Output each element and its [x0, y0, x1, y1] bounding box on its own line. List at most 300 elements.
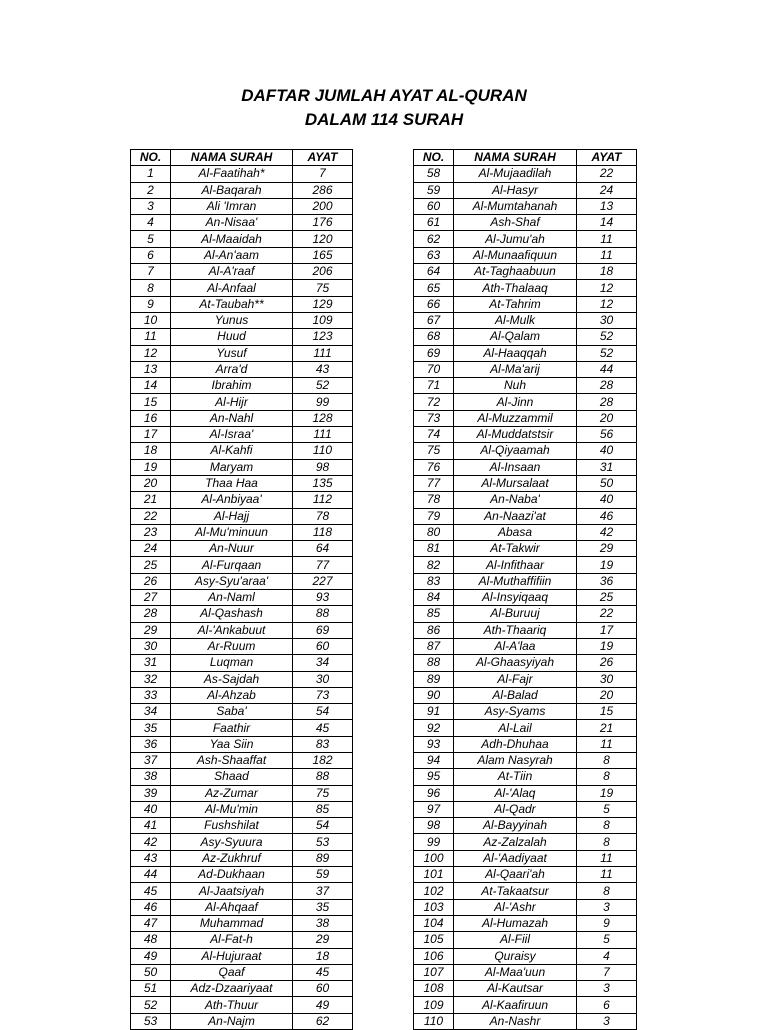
table-row: [131, 247, 353, 263]
table-row: [131, 557, 353, 573]
surah-table-right: [413, 149, 637, 1030]
cell-ayat: 8: [577, 834, 637, 850]
cell-nama-surah: Az-Zalzalah: [454, 834, 577, 850]
cell-no: 101: [414, 867, 454, 883]
table-row: [414, 818, 637, 834]
table-row: [414, 247, 637, 263]
cell-nama-surah: An-Nisaa': [171, 215, 293, 231]
table-row: [414, 785, 637, 801]
table-row: [414, 622, 637, 638]
page-title: DAFTAR JUMLAH AYAT AL-QURAN: [241, 86, 527, 105]
cell-no: 11: [131, 329, 171, 345]
cell-no: 77: [414, 475, 454, 491]
table-row: [414, 231, 637, 247]
table-row: [131, 899, 353, 915]
table-row: [131, 997, 353, 1013]
cell-no: 110: [414, 1013, 454, 1029]
cell-nama-surah: Al-Insyiqaaq: [454, 590, 577, 606]
cell-ayat: 182: [293, 752, 353, 768]
cell-no: 32: [131, 671, 171, 687]
cell-nama-surah: Yusuf: [171, 345, 293, 361]
cell-no: 31: [131, 655, 171, 671]
cell-no: 17: [131, 427, 171, 443]
cell-nama-surah: Al-'Ashr: [454, 899, 577, 915]
cell-nama-surah: Maryam: [171, 459, 293, 475]
cell-ayat: 37: [293, 883, 353, 899]
table-row: [414, 606, 637, 622]
table-row: [414, 1013, 637, 1029]
cell-nama-surah: Al-Jaatsiyah: [171, 883, 293, 899]
cell-nama-surah: Al-Hijr: [171, 394, 293, 410]
cell-no: 50: [131, 964, 171, 980]
header-ayat: AYAT: [293, 150, 353, 166]
table-row: [131, 671, 353, 687]
cell-ayat: 25: [577, 590, 637, 606]
table-row: [414, 573, 637, 589]
cell-ayat: 135: [293, 475, 353, 491]
cell-nama-surah: Al-Insaan: [454, 459, 577, 475]
table-row: [131, 492, 353, 508]
cell-ayat: 52: [577, 345, 637, 361]
table-row: [414, 752, 637, 768]
cell-nama-surah: Al-Qashash: [171, 606, 293, 622]
cell-ayat: 98: [293, 459, 353, 475]
cell-ayat: 75: [293, 785, 353, 801]
cell-no: 53: [131, 1013, 171, 1029]
cell-no: 22: [131, 508, 171, 524]
table-row: [414, 198, 637, 214]
cell-ayat: 89: [293, 850, 353, 866]
table-row: [414, 638, 637, 654]
cell-no: 30: [131, 638, 171, 654]
cell-ayat: 53: [293, 834, 353, 850]
cell-nama-surah: Al-Maa'uun: [454, 964, 577, 980]
cell-no: 26: [131, 573, 171, 589]
cell-nama-surah: An-Naba': [454, 492, 577, 508]
cell-nama-surah: Al-Mu'minuun: [171, 524, 293, 540]
cell-ayat: 49: [293, 997, 353, 1013]
cell-ayat: 206: [293, 264, 353, 280]
table-row: [131, 524, 353, 540]
cell-ayat: 112: [293, 492, 353, 508]
cell-no: 92: [414, 720, 454, 736]
cell-no: 49: [131, 948, 171, 964]
table-row: [131, 541, 353, 557]
table-row: [414, 296, 637, 312]
table-row: [414, 883, 637, 899]
table-row: [414, 312, 637, 328]
cell-nama-surah: Yunus: [171, 312, 293, 328]
cell-ayat: 13: [577, 198, 637, 214]
table-row: [414, 867, 637, 883]
cell-no: 42: [131, 834, 171, 850]
cell-ayat: 7: [577, 964, 637, 980]
cell-nama-surah: Al-Hajj: [171, 508, 293, 524]
cell-ayat: 200: [293, 198, 353, 214]
cell-ayat: 22: [577, 606, 637, 622]
cell-nama-surah: Al-Faatihah*: [171, 166, 293, 182]
cell-ayat: 35: [293, 899, 353, 915]
table-row: [131, 443, 353, 459]
cell-no: 86: [414, 622, 454, 638]
cell-no: 64: [414, 264, 454, 280]
table-row: [131, 1013, 353, 1029]
cell-no: 68: [414, 329, 454, 345]
cell-no: 36: [131, 736, 171, 752]
cell-ayat: 64: [293, 541, 353, 557]
cell-ayat: 59: [293, 867, 353, 883]
table-row: [131, 280, 353, 296]
cell-nama-surah: Ath-Thaariq: [454, 622, 577, 638]
cell-ayat: 29: [577, 541, 637, 557]
cell-nama-surah: At-Takwir: [454, 541, 577, 557]
cell-nama-surah: Al-Fajr: [454, 671, 577, 687]
cell-no: 76: [414, 459, 454, 475]
table-row: [131, 427, 353, 443]
cell-no: 46: [131, 899, 171, 915]
cell-nama-surah: Adz-Dzaariyaat: [171, 981, 293, 997]
table-row: [131, 720, 353, 736]
cell-no: 47: [131, 915, 171, 931]
cell-nama-surah: Arra'd: [171, 361, 293, 377]
cell-ayat: 128: [293, 410, 353, 426]
table-row: [131, 834, 353, 850]
cell-ayat: 50: [577, 475, 637, 491]
cell-ayat: 8: [577, 752, 637, 768]
cell-nama-surah: Al-Haaqqah: [454, 345, 577, 361]
cell-nama-surah: Al-Mujaadilah: [454, 166, 577, 182]
cell-ayat: 93: [293, 590, 353, 606]
cell-no: 98: [414, 818, 454, 834]
cell-no: 66: [414, 296, 454, 312]
cell-no: 3: [131, 198, 171, 214]
table-row: [131, 704, 353, 720]
cell-ayat: 5: [577, 932, 637, 948]
table-row: [414, 850, 637, 866]
cell-nama-surah: Al-Mulk: [454, 312, 577, 328]
table-row: [131, 394, 353, 410]
cell-no: 78: [414, 492, 454, 508]
cell-ayat: 20: [577, 687, 637, 703]
cell-no: 91: [414, 704, 454, 720]
cell-no: 74: [414, 427, 454, 443]
cell-ayat: 19: [577, 638, 637, 654]
cell-no: 80: [414, 524, 454, 540]
cell-no: 45: [131, 883, 171, 899]
cell-no: 67: [414, 312, 454, 328]
cell-no: 2: [131, 182, 171, 198]
cell-ayat: 21: [577, 720, 637, 736]
cell-nama-surah: Al-Lail: [454, 720, 577, 736]
cell-nama-surah: At-Taghaabuun: [454, 264, 577, 280]
cell-no: 1: [131, 166, 171, 182]
cell-nama-surah: Ath-Thuur: [171, 997, 293, 1013]
cell-nama-surah: Al-Qadr: [454, 801, 577, 817]
cell-no: 48: [131, 932, 171, 948]
cell-no: 72: [414, 394, 454, 410]
cell-no: 109: [414, 997, 454, 1013]
cell-no: 96: [414, 785, 454, 801]
cell-ayat: 6: [577, 997, 637, 1013]
cell-ayat: 19: [577, 557, 637, 573]
table-row: [414, 590, 637, 606]
cell-nama-surah: Al-An'aam: [171, 247, 293, 263]
cell-ayat: 19: [577, 785, 637, 801]
cell-ayat: 29: [293, 932, 353, 948]
cell-nama-surah: An-Nashr: [454, 1013, 577, 1029]
table-row: [131, 883, 353, 899]
cell-ayat: 40: [577, 443, 637, 459]
cell-ayat: 26: [577, 655, 637, 671]
cell-ayat: 31: [577, 459, 637, 475]
cell-no: 16: [131, 410, 171, 426]
table-row: [414, 182, 637, 198]
cell-no: 106: [414, 948, 454, 964]
cell-ayat: 85: [293, 801, 353, 817]
cell-no: 18: [131, 443, 171, 459]
table-row: [131, 948, 353, 964]
cell-no: 105: [414, 932, 454, 948]
cell-ayat: 12: [577, 296, 637, 312]
cell-nama-surah: Al-Ahqaaf: [171, 899, 293, 915]
cell-ayat: 45: [293, 964, 353, 980]
cell-no: 99: [414, 834, 454, 850]
cell-no: 33: [131, 687, 171, 703]
cell-ayat: 8: [577, 883, 637, 899]
cell-ayat: 8: [577, 818, 637, 834]
cell-ayat: 3: [577, 981, 637, 997]
cell-no: 43: [131, 850, 171, 866]
cell-nama-surah: Al-'Aadiyaat: [454, 850, 577, 866]
cell-no: 61: [414, 215, 454, 231]
table-row: [131, 915, 353, 931]
cell-no: 84: [414, 590, 454, 606]
table-row: [131, 329, 353, 345]
cell-nama-surah: Al-Muthaffifiin: [454, 573, 577, 589]
cell-ayat: 9: [577, 915, 637, 931]
cell-ayat: 28: [577, 378, 637, 394]
cell-no: 23: [131, 524, 171, 540]
cell-no: 7: [131, 264, 171, 280]
table-row: [131, 475, 353, 491]
cell-no: 59: [414, 182, 454, 198]
table-row: [131, 264, 353, 280]
table-row: [414, 345, 637, 361]
table-row: [414, 932, 637, 948]
cell-no: 87: [414, 638, 454, 654]
cell-nama-surah: Al-Hasyr: [454, 182, 577, 198]
table-row: [131, 981, 353, 997]
cell-nama-surah: At-Tahrim: [454, 296, 577, 312]
table-row: [414, 687, 637, 703]
cell-ayat: 3: [577, 899, 637, 915]
cell-nama-surah: Ash-Shaaffat: [171, 752, 293, 768]
cell-ayat: 129: [293, 296, 353, 312]
cell-nama-surah: Quraisy: [454, 948, 577, 964]
table-row: [131, 166, 353, 182]
cell-nama-surah: An-Nuur: [171, 541, 293, 557]
cell-ayat: 4: [577, 948, 637, 964]
cell-nama-surah: Muhammad: [171, 915, 293, 931]
cell-ayat: 78: [293, 508, 353, 524]
table-row: [414, 475, 637, 491]
cell-ayat: 5: [577, 801, 637, 817]
cell-ayat: 54: [293, 704, 353, 720]
cell-no: 5: [131, 231, 171, 247]
table-row: [414, 801, 637, 817]
table-row: [414, 671, 637, 687]
table-row: [131, 867, 353, 883]
cell-nama-surah: Al-Hujuraat: [171, 948, 293, 964]
cell-nama-surah: Al-Ahzab: [171, 687, 293, 703]
cell-ayat: 99: [293, 394, 353, 410]
cell-no: 38: [131, 769, 171, 785]
cell-nama-surah: Al-Qaari'ah: [454, 867, 577, 883]
cell-nama-surah: Al-Qalam: [454, 329, 577, 345]
cell-no: 95: [414, 769, 454, 785]
cell-no: 34: [131, 704, 171, 720]
cell-no: 94: [414, 752, 454, 768]
table-row: [131, 312, 353, 328]
table-row: [131, 606, 353, 622]
cell-no: 19: [131, 459, 171, 475]
cell-no: 20: [131, 475, 171, 491]
cell-ayat: 28: [577, 394, 637, 410]
cell-nama-surah: Al-'Ankabuut: [171, 622, 293, 638]
cell-no: 65: [414, 280, 454, 296]
cell-no: 21: [131, 492, 171, 508]
cell-no: 100: [414, 850, 454, 866]
cell-ayat: 34: [293, 655, 353, 671]
table-row: [131, 850, 353, 866]
cell-nama-surah: Ath-Thalaaq: [454, 280, 577, 296]
cell-nama-surah: Az-Zumar: [171, 785, 293, 801]
cell-ayat: 3: [577, 1013, 637, 1029]
cell-no: 103: [414, 899, 454, 915]
cell-ayat: 11: [577, 736, 637, 752]
table-row: [414, 166, 637, 182]
cell-no: 82: [414, 557, 454, 573]
cell-ayat: 75: [293, 280, 353, 296]
cell-no: 79: [414, 508, 454, 524]
cell-nama-surah: Al-Mursalaat: [454, 475, 577, 491]
cell-nama-surah: Yaa Siin: [171, 736, 293, 752]
table-row: [414, 508, 637, 524]
table-row: [131, 622, 353, 638]
cell-ayat: 11: [577, 867, 637, 883]
table-row: [414, 443, 637, 459]
cell-nama-surah: An-Naml: [171, 590, 293, 606]
table-row: [414, 736, 637, 752]
table-row: [414, 655, 637, 671]
cell-no: 73: [414, 410, 454, 426]
header-nama-surah: NAMA SURAH: [454, 150, 577, 166]
header-ayat: AYAT: [577, 150, 637, 166]
table-row: [414, 981, 637, 997]
cell-ayat: 43: [293, 361, 353, 377]
cell-nama-surah: Asy-Syams: [454, 704, 577, 720]
cell-ayat: 8: [577, 769, 637, 785]
table-row: [414, 280, 637, 296]
cell-no: 89: [414, 671, 454, 687]
cell-nama-surah: Qaaf: [171, 964, 293, 980]
table-row: [131, 508, 353, 524]
cell-nama-surah: Al-Jumu'ah: [454, 231, 577, 247]
cell-ayat: 83: [293, 736, 353, 752]
cell-nama-surah: Al-A'laa: [454, 638, 577, 654]
table-row: [131, 638, 353, 654]
table-row: [414, 264, 637, 280]
table-row: [131, 345, 353, 361]
cell-no: 12: [131, 345, 171, 361]
cell-ayat: 11: [577, 231, 637, 247]
cell-no: 25: [131, 557, 171, 573]
cell-nama-surah: Al-Muddatstsir: [454, 427, 577, 443]
table-row: [414, 541, 637, 557]
cell-ayat: 20: [577, 410, 637, 426]
table-row: [131, 932, 353, 948]
cell-no: 69: [414, 345, 454, 361]
cell-nama-surah: Abasa: [454, 524, 577, 540]
cell-ayat: 54: [293, 818, 353, 834]
cell-nama-surah: Al-Buruuj: [454, 606, 577, 622]
cell-ayat: 18: [577, 264, 637, 280]
table-row: [414, 361, 637, 377]
cell-ayat: 111: [293, 427, 353, 443]
table-row: [414, 834, 637, 850]
cell-ayat: 46: [577, 508, 637, 524]
table-row: [414, 720, 637, 736]
cell-nama-surah: Al-'Alaq: [454, 785, 577, 801]
table-row: [414, 899, 637, 915]
cell-no: 70: [414, 361, 454, 377]
cell-ayat: 165: [293, 247, 353, 263]
table-row: [414, 427, 637, 443]
cell-no: 37: [131, 752, 171, 768]
cell-no: 29: [131, 622, 171, 638]
cell-no: 8: [131, 280, 171, 296]
cell-nama-surah: Alam Nasyrah: [454, 752, 577, 768]
cell-nama-surah: Nuh: [454, 378, 577, 394]
table-row: [131, 785, 353, 801]
table-row: [414, 557, 637, 573]
table-row: [131, 378, 353, 394]
cell-ayat: 286: [293, 182, 353, 198]
cell-no: 71: [414, 378, 454, 394]
cell-nama-surah: Al-Ghaasyiyah: [454, 655, 577, 671]
table-header-row: [131, 150, 353, 166]
cell-nama-surah: Huud: [171, 329, 293, 345]
cell-ayat: 12: [577, 280, 637, 296]
table-row: [414, 704, 637, 720]
cell-ayat: 69: [293, 622, 353, 638]
cell-nama-surah: Al-Kaafiruun: [454, 997, 577, 1013]
table-row: [131, 361, 353, 377]
cell-nama-surah: Al-Baqarah: [171, 182, 293, 198]
table-row: [131, 215, 353, 231]
table-row: [414, 394, 637, 410]
cell-no: 58: [414, 166, 454, 182]
table-row: [131, 964, 353, 980]
cell-ayat: 40: [577, 492, 637, 508]
cell-no: 10: [131, 312, 171, 328]
table-row: [131, 231, 353, 247]
cell-nama-surah: Fushshilat: [171, 818, 293, 834]
table-row: [131, 459, 353, 475]
cell-ayat: 44: [577, 361, 637, 377]
cell-ayat: 42: [577, 524, 637, 540]
cell-nama-surah: Al-Furqaan: [171, 557, 293, 573]
